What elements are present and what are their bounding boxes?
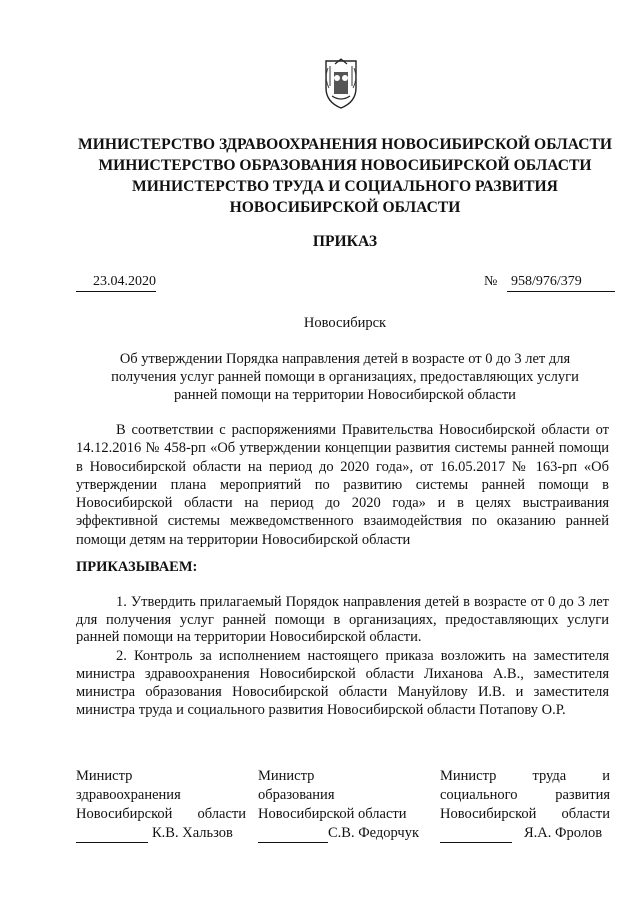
signatory-name: С.В. Федорчук xyxy=(328,825,420,841)
signature-position: образования xyxy=(258,787,335,803)
ministry-line: МИНИСТЕРСТВО ТРУДА И СОЦИАЛЬНОГО РАЗВИТИЯ xyxy=(132,178,558,195)
signature-line xyxy=(76,830,148,843)
signatory-name: Я.А. Фролов xyxy=(524,825,603,841)
signature-line xyxy=(440,830,512,843)
signatory-name: К.В. Хальзов xyxy=(152,825,233,841)
signature-block-labor xyxy=(440,767,610,843)
document-city: Новосибирск xyxy=(303,315,387,331)
signature-position: Министр xyxy=(76,768,133,784)
subject-line: получения услуг ранней помощи в организациях, предоставляющих услуги xyxy=(111,369,579,385)
order-item-2: 2. Контроль за исполнением настоящего приказа возложить на заместителя министра здравоохранения Новосибирской области Лиханова А.В., заместителя министра образования Новосибирской области Мануйлову И.В. и заместителя министра труда и социального развития Новосибирской области Потапову О.Р. xyxy=(76,648,609,718)
document-number: 958/976/379 xyxy=(507,274,615,292)
signature-position: Новосибирской области xyxy=(258,806,407,822)
signature-position: Министр труда и xyxy=(440,768,610,784)
signature-position: Министр xyxy=(258,768,315,784)
ministries-header xyxy=(40,134,640,218)
subject-line: ранней помощи на территории Новосибирской области xyxy=(174,387,516,403)
signature-block-education xyxy=(258,767,428,843)
signature-line xyxy=(258,830,328,843)
signature-position: Новосибирской области xyxy=(440,806,610,822)
ministry-line: МИНИСТЕРСТВО ЗДРАВООХРАНЕНИЯ НОВОСИБИРСКОЙ ОБЛАСТИ xyxy=(77,136,613,153)
coat-of-arms-emblem xyxy=(320,58,362,110)
ministry-line: МИНИСТЕРСТВО ОБРАЗОВАНИЯ НОВОСИБИРСКОЙ ОБЛАСТИ xyxy=(98,157,592,174)
signature-position: Новосибирской области xyxy=(76,806,246,822)
order-item-1: 1. Утвердить прилагаемый Порядок направления детей в возрасте от 0 до 3 лет для получения услуг ранней помощи в организациях, предоставляющих услуги ранней помощи на территории Новосибирской области. xyxy=(76,594,609,646)
signature-position: социального развития xyxy=(440,787,610,803)
number-sign: № xyxy=(484,274,498,289)
ministry-line: НОВОСИБИРСКОЙ ОБЛАСТИ xyxy=(229,199,461,216)
document-title: ПРИКАЗ xyxy=(312,233,378,250)
preamble-paragraph: В соответствии с распоряжениями Правительства Новосибирской области от 14.12.2016 № 458-рп «Об утверждении концепции развития системы ранней помощи в Новосибирской области на период до 2020 года», от 16.05.2017 № 163-рп «Об утверждении плана мероприятий по развитию системы ранней помощи в Новосибирской области на период до 2020 года» и в целях выстраивания эффективной системы межведомственного взаимодействия по оказанию ранней помощи детям на территории Новосибирской области xyxy=(76,422,609,548)
document-subject xyxy=(85,350,605,404)
signature-position: здравоохранения xyxy=(76,787,181,803)
orders-heading: ПРИКАЗЫВАЕМ: xyxy=(76,559,198,575)
subject-line: Об утверждении Порядка направления детей в возрасте от 0 до 3 лет для xyxy=(119,351,571,367)
document-date: 23.04.2020 xyxy=(76,274,156,292)
signature-block-health xyxy=(76,767,246,843)
